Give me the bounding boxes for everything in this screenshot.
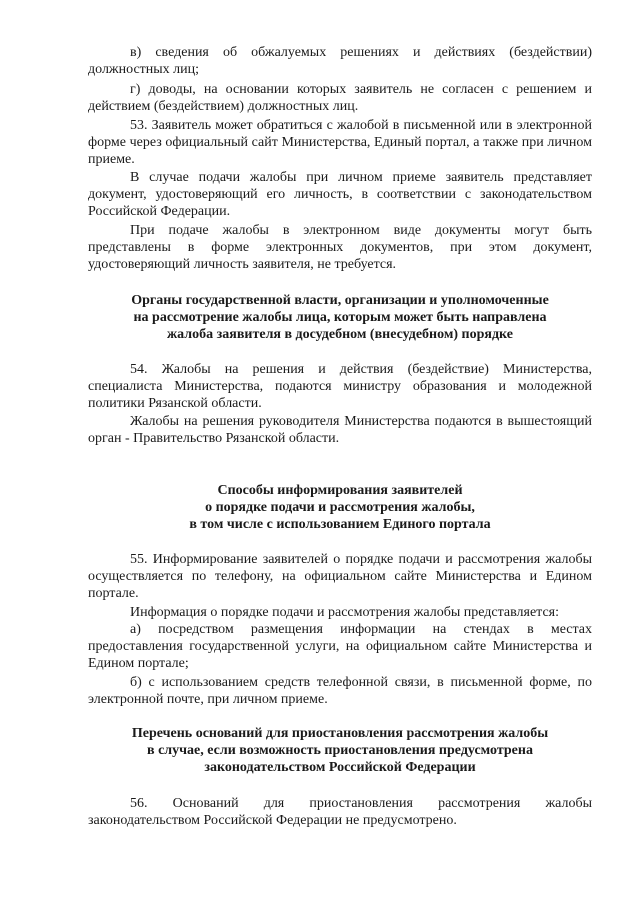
heading-line: законодательством Российской Федерации — [204, 760, 476, 775]
section-heading-authorities — [88, 292, 592, 343]
paragraph-54: 54. Жалобы на решения и действия (бездействие) Министерства, специалиста Министерства, подаются министру образования и молодежной политики Рязанской области. — [88, 362, 592, 411]
paragraph-54-head: Жалобы на решения руководителя Министерства подаются в вышестоящий орган - Правительство Рязанской области. — [88, 414, 592, 446]
paragraph-55-item-b: б) с использованием средств телефонной связи, в письменной форме, по электронной почте, при личном приеме. — [88, 675, 592, 707]
paragraph-55-item-a: а) посредством размещения информации на стендах в местах предоставления государственной услуги, на официальном сайте Министерства и Едином портале; — [88, 622, 592, 671]
paragraph-53-electronic: При подаче жалобы в электронном виде документы могут быть представлены в форме электронных документов, при этом документ, удостоверяющий личность заявителя, не требуется. — [88, 223, 592, 272]
paragraph-55: 55. Информирование заявителей о порядке подачи и рассмотрения жалобы осуществляется по телефону, на официальном сайте Министерства и Едином портале. — [88, 552, 592, 601]
heading-line: на рассмотрение жалобы лица, которым может быть направлена — [133, 310, 547, 325]
heading-line: в случае, если возможность приостановления предусмотрена — [147, 743, 533, 758]
heading-line: Перечень оснований для приостановления рассмотрения жалобы — [131, 726, 549, 741]
paragraph-53: 53. Заявитель может обратиться с жалобой в письменной или в электронной форме через официальный сайт Министерства, Единый портал, а также при личном приеме. — [88, 118, 592, 167]
heading-line: в том числе с использованием Единого портала — [189, 517, 491, 532]
paragraph-55-info: Информация о порядке подачи и рассмотрения жалобы представляется: — [130, 605, 560, 620]
heading-line: о порядке подачи и рассмотрения жалобы, — [205, 500, 475, 515]
section-heading-suspension — [88, 725, 592, 776]
heading-line: Способы информирования заявителей — [217, 483, 463, 498]
heading-line: жалоба заявителя в досудебном (внесудебном) порядке — [167, 327, 513, 342]
paragraph-53-in-person: В случае подачи жалобы при личном приеме заявитель представляет документ, удостоверяющий его личность, в соответствии с законодательством Российской Федерации. — [88, 170, 592, 219]
section-heading-informing — [88, 482, 592, 533]
paragraph-item-v: в) сведения об обжалуемых решениях и действиях (бездействии) должностных лиц; — [88, 45, 592, 77]
heading-line: Органы государственной власти, организации и уполномоченные — [131, 293, 549, 308]
paragraph-item-g: г) доводы, на основании которых заявитель не согласен с решением и действием (бездействием) должностных лиц. — [88, 82, 592, 114]
paragraph-56: 56. Оснований для приостановления рассмотрения жалобы законодательством Российской Федерации не предусмотрено. — [88, 796, 592, 828]
